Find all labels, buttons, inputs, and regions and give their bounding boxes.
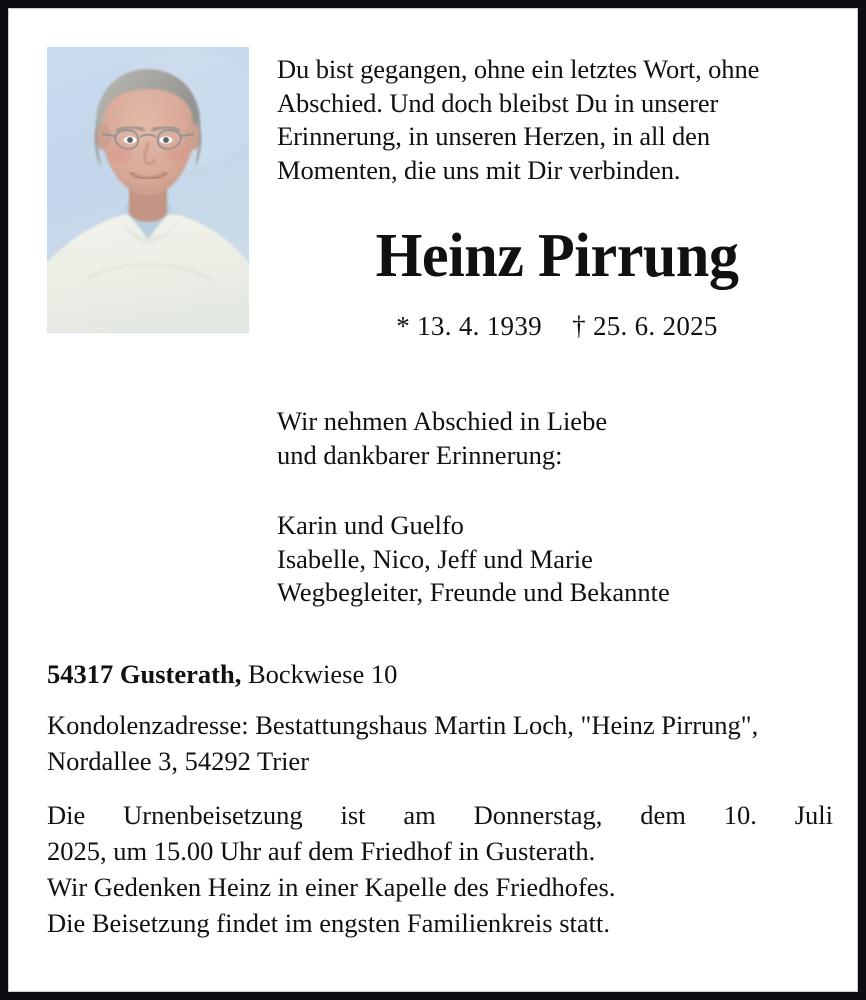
address-street: Bockwiese 10 bbox=[247, 659, 398, 689]
memorial-verse: Du bist gegangen, ohne ein letztes Wort, ohne Abschied. Und doch bleibst Du in unserer Erinnerung, in unseren Herzen, in all den Momenten, die uns mit Dir verbinden. bbox=[277, 54, 760, 185]
portrait-illustration bbox=[47, 47, 249, 333]
survivor-line: Wegbegleiter, Freunde und Bekannte bbox=[277, 577, 670, 607]
funeral-line: Wir Gedenken Heinz in einer Kapelle des Friedhofes. bbox=[47, 872, 616, 902]
condolence-address: Kondolenzadresse: Bestattungshaus Martin Loch, "Heinz Pirrung", Nordallee 3, 54292 Trier bbox=[47, 710, 759, 776]
portrait-photo bbox=[47, 47, 249, 333]
survivor-line: Karin und Guelfo bbox=[277, 510, 464, 540]
farewell-line: und dankbarer Erinnerung: bbox=[277, 439, 563, 470]
funeral-details bbox=[47, 797, 833, 941]
obituary-top-section bbox=[9, 9, 857, 609]
death-symbol: † bbox=[572, 311, 586, 341]
funeral-line: 2025, um 15.00 Uhr auf dem Friedhof in Gusterath. bbox=[47, 836, 596, 866]
funeral-line: Die Beisetzung findet im engsten Familienkreis statt. bbox=[47, 908, 611, 938]
address-postal-city: 54317 Gusterath, bbox=[47, 659, 242, 689]
survivors-list bbox=[277, 509, 817, 610]
death-date: 25. 6. 2025 bbox=[592, 311, 718, 341]
funeral-line: Die Urnenbeisetzung ist am Donnerstag, dem 10. Juli bbox=[47, 800, 833, 830]
survivor-line: Isabelle, Nico, Jeff und Marie bbox=[277, 543, 593, 574]
farewell-line: Wir nehmen Abschied in Liebe bbox=[277, 406, 608, 436]
obituary-bottom-section bbox=[47, 657, 837, 941]
obituary-inner-frame bbox=[8, 8, 858, 992]
birth-symbol: * bbox=[396, 311, 411, 341]
life-dates bbox=[277, 309, 837, 343]
farewell-text bbox=[277, 405, 817, 472]
deceased-name: Heinz Pirrung bbox=[375, 222, 739, 290]
birth-date: 13. 4. 1939 bbox=[417, 311, 542, 341]
home-address bbox=[47, 657, 837, 691]
